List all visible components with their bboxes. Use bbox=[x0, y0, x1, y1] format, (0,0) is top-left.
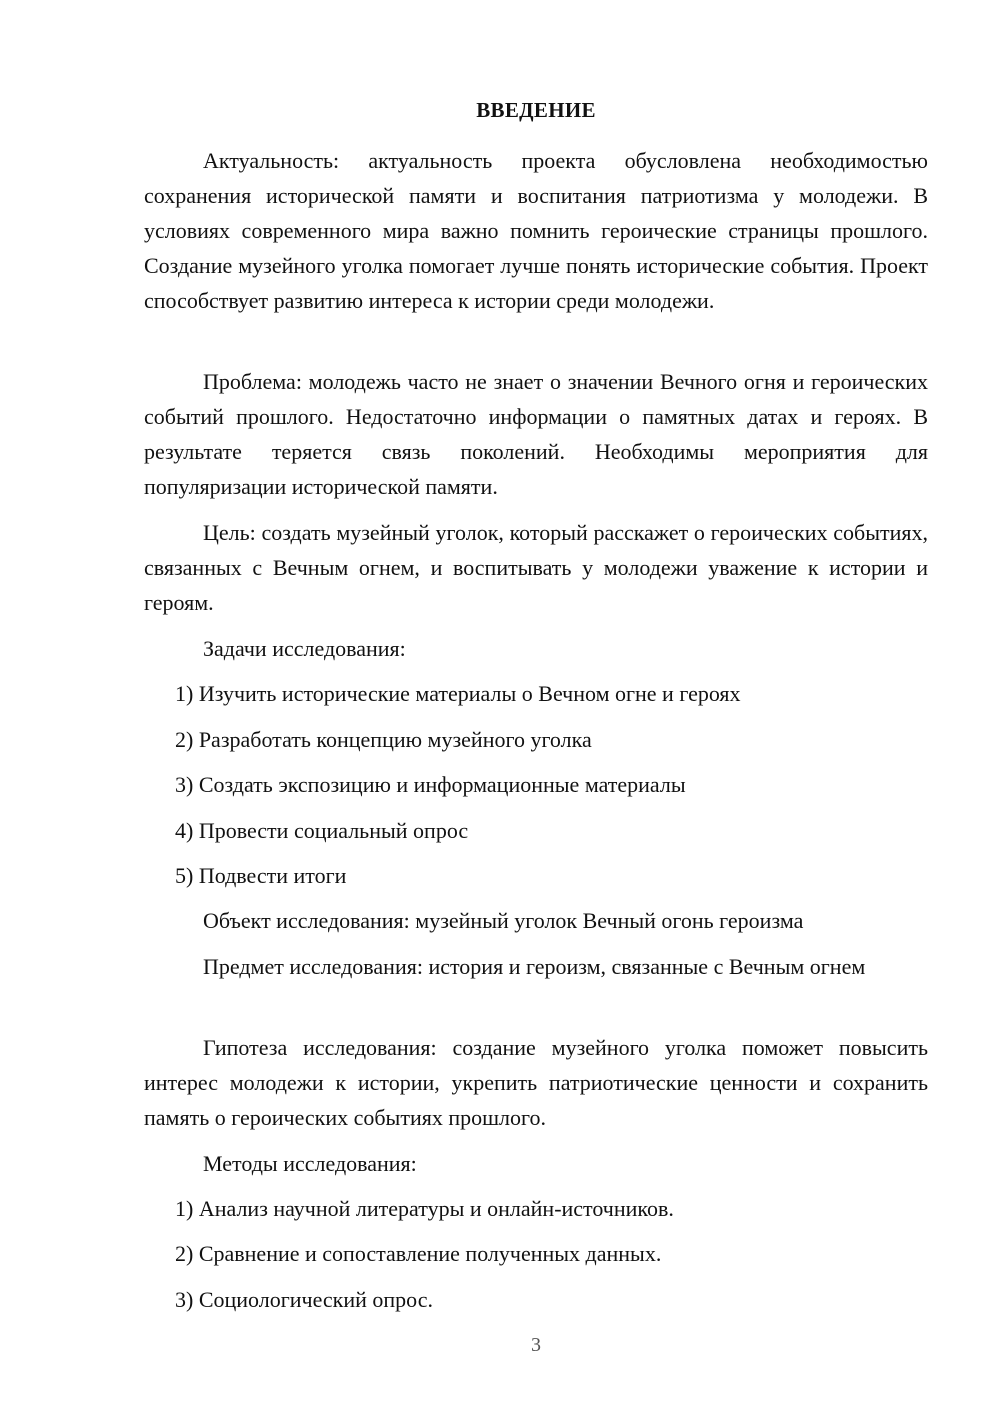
task-item: 4) Провести социальный опрос bbox=[175, 818, 469, 843]
page-title: ВВЕДЕНИЕ bbox=[476, 98, 596, 122]
method-item: 1) Анализ научной литературы и онлайн-источников. bbox=[175, 1196, 674, 1221]
goal-paragraph: Цель: создать музейный уголок, который расскажет о героических событиях, связанных с Вечным огнем, и воспитывать у молодежи уважение к истории и героям. bbox=[144, 520, 928, 615]
page-number: 3 bbox=[531, 1334, 541, 1356]
method-item: 2) Сравнение и сопоставление полученных данных. bbox=[175, 1241, 662, 1266]
problem-paragraph: Проблема: молодежь часто не знает о значении Вечного огня и героических событий прошлого. Недостаточно информации о памятных датах и героях. В результате теряется связь поколений. Необходимы мероприятия для популяризации исторической памяти. bbox=[144, 369, 928, 499]
task-item: 1) Изучить исторические материалы о Вечном огне и героях bbox=[175, 681, 741, 706]
object-paragraph: Объект исследования: музейный уголок Вечный огонь героизма bbox=[203, 908, 804, 933]
hypothesis-paragraph: Гипотеза исследования: создание музейного уголка поможет повысить интерес молодежи к истории, укрепить патриотические ценности и сохранить память о героических событиях прошлого. bbox=[144, 1035, 928, 1130]
task-item: 3) Создать экспозицию и информационные материалы bbox=[175, 772, 686, 797]
tasks-heading: Задачи исследования: bbox=[203, 636, 406, 661]
methods-heading: Методы исследования: bbox=[203, 1151, 417, 1176]
task-item: 2) Разработать концепцию музейного уголка bbox=[175, 727, 592, 752]
relevance-paragraph: Актуальность: актуальность проекта обусловлена необходимостью сохранения исторической памяти и воспитания патриотизма у молодежи. В условиях современного мира важно помнить героические страницы прошлого. Создание музейного уголка помогает лучше понять исторические события. Проект способствует развитию интереса к истории среди молодежи. bbox=[144, 148, 928, 313]
subject-paragraph: Предмет исследования: история и героизм, связанные с Вечным огнем bbox=[203, 954, 866, 979]
method-item: 3) Социологический опрос. bbox=[175, 1287, 433, 1312]
task-item: 5) Подвести итоги bbox=[175, 863, 347, 888]
